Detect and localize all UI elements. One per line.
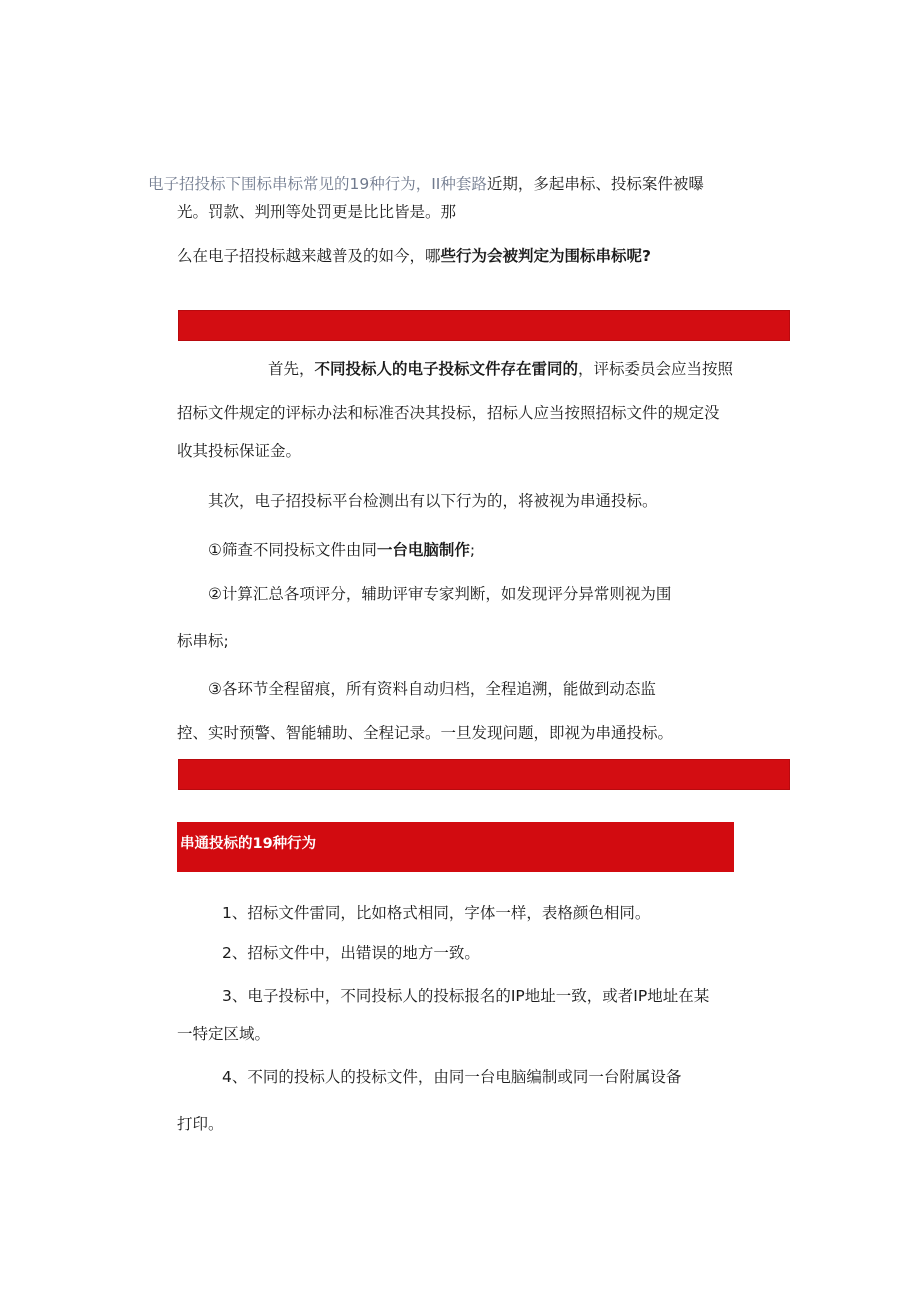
section2-item-4-line-1: 4、不同的投标人的投标文件，由同一台电脑编制或同一台附属设备: [222, 1068, 682, 1086]
intro-question-bold: 些行为会被判定为围标串标呢?: [440, 247, 652, 265]
section1-paragraph-1-line-1: [268, 358, 733, 380]
article-title: 电子招投标下围标串标常见的19种行为，II种套路: [148, 175, 487, 193]
section1-item-3-line-1: ③各环节全程留痕，所有资料自动归档，全程追溯，能做到动态监: [208, 680, 656, 698]
intro-line-1: [148, 173, 704, 195]
section2-item-3-line-1: 3、电子投标中，不同投标人的投标报名的IP地址一致，或者IP地址在某: [222, 987, 710, 1005]
intro-question-text: 么在电子招投标越来越普及的如今，哪: [177, 247, 441, 265]
section1-item-3-line-2: 控、实时预警、智能辅助、全程记录。一旦发现问题，即视为串通投标。: [177, 724, 674, 742]
section2-item-3-line-2: 一特定区域。: [177, 1025, 271, 1043]
section2-item-2: 2、招标文件中，出错误的地方一致。: [222, 944, 480, 962]
first-suffix: ，评标委员会应当按照: [578, 360, 734, 378]
section-title: 串通投标的19种行为: [177, 822, 734, 872]
section1-item-2-line-1: ②计算汇总各项评分，辅助评审专家判断，如发现评分异常则视为围: [208, 585, 672, 603]
section2-item-4-line-2: 打印。: [177, 1115, 224, 1133]
first-bold-text: 不同投标人的电子投标文件存在雷同的: [314, 360, 579, 378]
section1-paragraph-1-line-2: 招标文件规定的评标办法和标准否决其投标，招标人应当按照招标文件的规定没: [177, 404, 720, 422]
section1-item-1: [208, 539, 475, 561]
item1-end: ;: [469, 541, 476, 559]
item1-text: ①筛查不同投标文件由同: [208, 541, 377, 559]
intro-line-3: [177, 245, 651, 267]
section1-paragraph-2: 其次，电子招投标平台检测出有以下行为的，将被视为串通投标。: [208, 492, 658, 510]
section2-item-1: 1、招标文件雷同，比如格式相同，字体一样，表格颜色相同。: [222, 904, 651, 922]
red-divider-bar-2: [178, 759, 790, 790]
red-divider-bar-1: [178, 310, 790, 341]
intro-line-2: 光。罚款、判刑等处罚更是比比皆是。那: [177, 203, 457, 221]
section1-paragraph-1-line-3: 收其投标保证金。: [177, 442, 302, 460]
intro-text: 近期，多起串标、投标案件被曝: [486, 175, 704, 193]
section1-item-2-line-2: 标串标;: [177, 632, 229, 650]
first-prefix: 首先，: [268, 360, 315, 378]
item1-bold: 一台电脑制作: [376, 541, 470, 559]
